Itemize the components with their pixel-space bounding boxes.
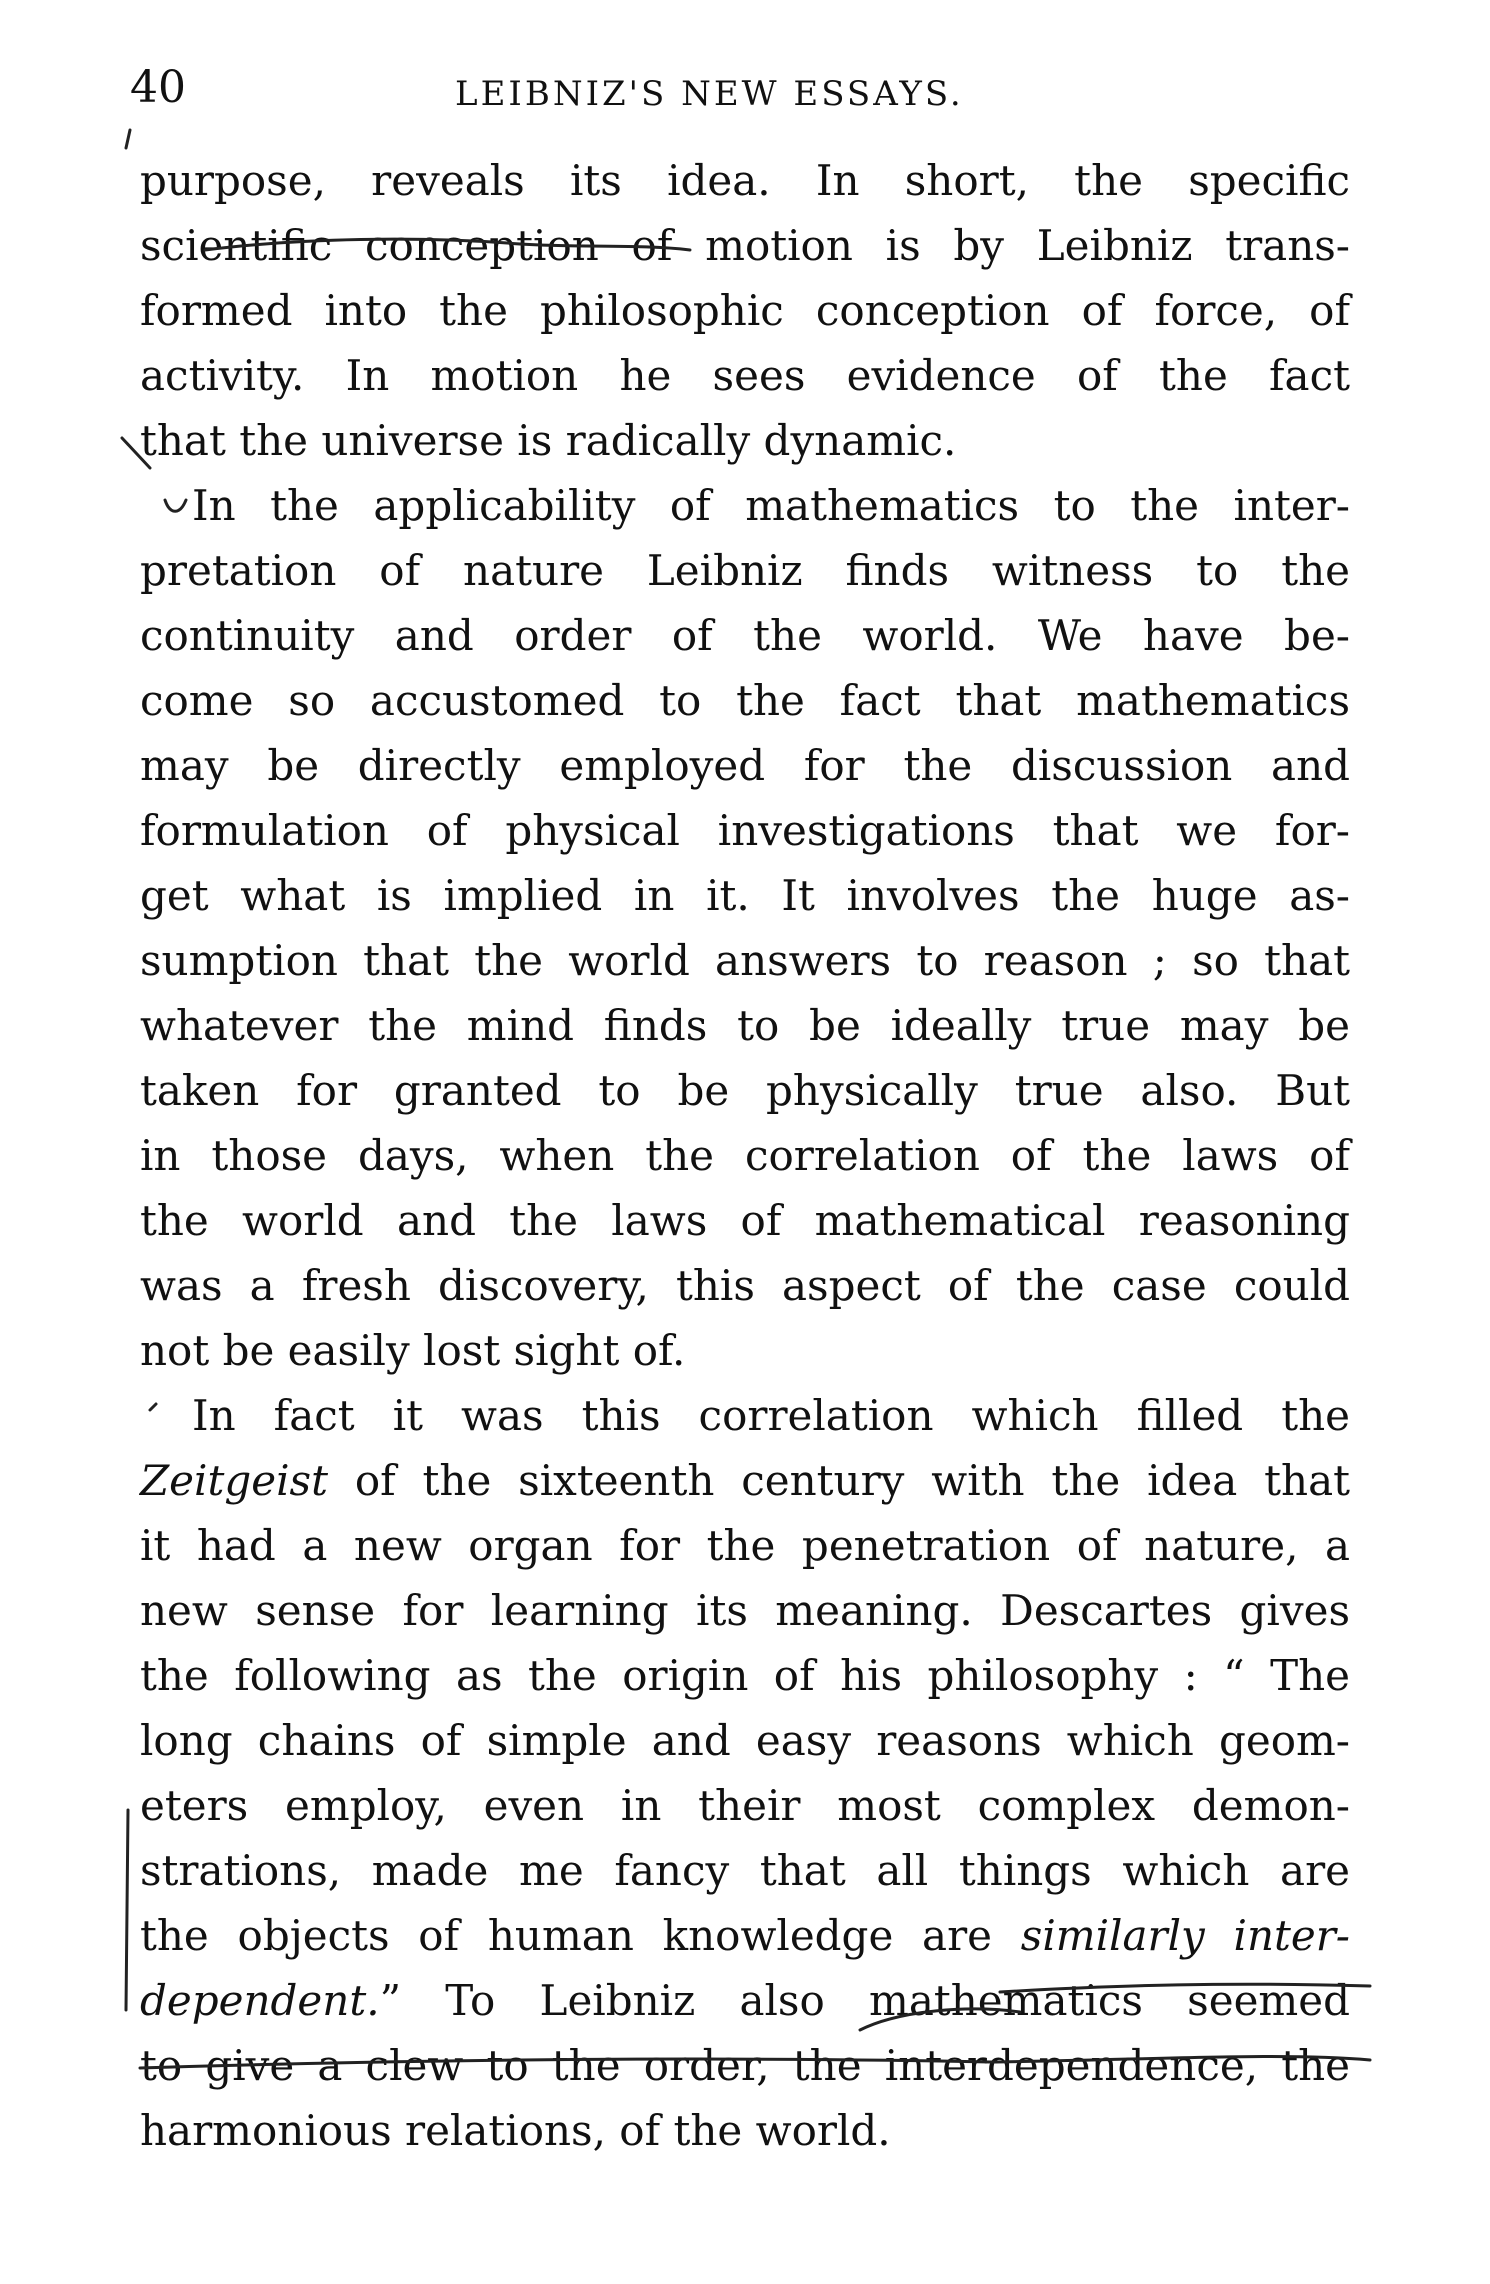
- text-line: come so accustomed to the fact that mathematics: [140, 676, 1350, 725]
- margin-vertical-line: [126, 1810, 128, 2010]
- text-line: eters employ, even in their most complex demon-: [140, 1781, 1350, 1830]
- text-line: whatever the mind finds to be ideally true may be: [140, 1001, 1350, 1050]
- page-number: 40: [130, 62, 186, 113]
- text-line: get what is implied in it. It involves the huge as-: [140, 871, 1350, 920]
- text-line: not be easily lost sight of.: [140, 1326, 686, 1375]
- text-line: long chains of simple and easy reasons which geom-: [140, 1716, 1350, 1765]
- margin-tick-mark: [126, 130, 130, 148]
- text-line: formulation of physical investigations that we for-: [140, 806, 1350, 855]
- running-head: LEIBNIZ'S NEW ESSAYS.: [455, 74, 964, 114]
- text-line: Zeitgeist of the sixteenth century with the idea that: [140, 1456, 1350, 1505]
- italic-phrase: similarly inter-: [1020, 1911, 1350, 1960]
- italic-phrase: Zeitgeist: [140, 1456, 328, 1505]
- text-line: taken for granted to be physically true also. But: [140, 1066, 1350, 1115]
- text-line: the objects of human knowledge are similarly inter-: [140, 1911, 1350, 1960]
- text-line: In fact it was this correlation which filled the: [192, 1391, 1350, 1440]
- text-line: it had a new organ for the penetration of nature, a: [140, 1521, 1350, 1570]
- text-line: was a fresh discovery, this aspect of the case could: [140, 1261, 1350, 1310]
- text-line: activity. In motion he sees evidence of the fact: [140, 351, 1350, 400]
- text-line: strations, made me fancy that all things which are: [140, 1846, 1350, 1895]
- text-line: in those days, when the correlation of the laws of: [140, 1131, 1350, 1180]
- text-line: purpose, reveals its idea. In short, the specific: [140, 156, 1350, 205]
- text-line: sumption that the world answers to reason ; so that: [140, 936, 1350, 985]
- text-line: dependent.” To Leibniz also mathematics seemed: [140, 1976, 1350, 2025]
- page-header: [130, 48, 1330, 128]
- text-line: that the universe is radically dynamic.: [140, 416, 957, 465]
- text-line: In the applicability of mathematics to the inter-: [192, 481, 1350, 530]
- italic-phrase: dependent.: [140, 1976, 380, 2025]
- text-line: to give a clew to the order, the interdependence, the: [140, 2041, 1350, 2090]
- text-line: new sense for learning its meaning. Descartes gives: [140, 1586, 1350, 1635]
- text-line: may be directly employed for the discussion and: [140, 741, 1350, 790]
- body-text: [140, 148, 1350, 2163]
- text-line: formed into the philosophic conception of force, of: [140, 286, 1350, 335]
- text-line: the world and the laws of mathematical reasoning: [140, 1196, 1350, 1245]
- text-line: continuity and order of the world. We have be-: [140, 611, 1350, 660]
- text-line: scientific conception of motion is by Leibniz trans-: [140, 221, 1350, 270]
- text-line: the following as the origin of his philosophy : “ The: [140, 1651, 1350, 1700]
- text-line: harmonious relations, of the world.: [140, 2106, 891, 2155]
- text-line: pretation of nature Leibniz finds witness to the: [140, 546, 1350, 595]
